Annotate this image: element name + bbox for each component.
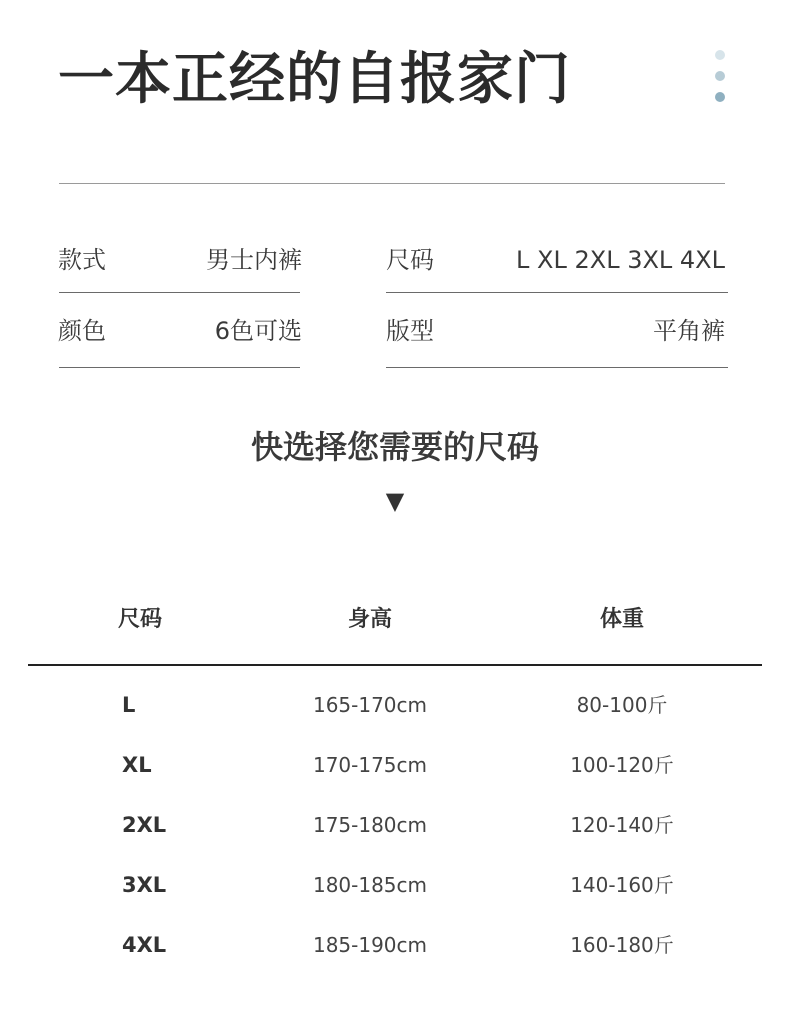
row-size: 3XL (122, 873, 167, 897)
spec-color-label: 颜色 (58, 317, 106, 345)
table-header-weight: 体重 (599, 607, 644, 632)
row-size: 4XL (122, 933, 167, 957)
spec-size-label: 尺码 (386, 246, 434, 274)
row-size: 2XL (122, 813, 167, 837)
spec-divider (59, 292, 300, 293)
size-selection-heading: 快选择您需要的尺码 (250, 428, 539, 466)
table-row (0, 865, 790, 925)
row-height: 165-170cm (312, 693, 428, 717)
spec-fit-value: 平角裤 (653, 317, 725, 345)
table-row (0, 805, 790, 865)
spec-style-value: 男士内裤 (206, 246, 302, 274)
dot-dark (715, 92, 725, 102)
row-weight: 160-180斤 (570, 933, 674, 957)
table-row (0, 745, 790, 805)
row-size: XL (122, 753, 152, 777)
dot-medium (715, 71, 725, 81)
row-weight: 100-120斤 (570, 753, 674, 777)
table-row (0, 685, 790, 745)
spec-divider (59, 367, 300, 368)
spec-style-label: 款式 (58, 246, 106, 274)
spec-size (386, 240, 725, 280)
spec-style (58, 240, 302, 280)
spec-fit-label: 版型 (386, 317, 434, 345)
page-title: 一本正经的自报家门 (58, 47, 571, 112)
table-header-height: 身高 (347, 607, 392, 632)
row-height: 170-175cm (312, 753, 428, 777)
spec-divider (386, 292, 728, 293)
spec-fit (386, 311, 725, 351)
row-height: 180-185cm (312, 873, 428, 897)
title-divider (59, 183, 725, 184)
row-weight: 120-140斤 (570, 813, 674, 837)
row-height: 185-190cm (312, 933, 428, 957)
dot-light (715, 50, 725, 60)
row-size: L (122, 693, 136, 717)
table-row (0, 925, 790, 985)
spec-size-value: L XL 2XL 3XL 4XL (516, 246, 725, 274)
more-icon (713, 50, 727, 110)
spec-color-value: 6色可选 (214, 317, 302, 345)
table-header-divider (28, 664, 762, 666)
row-weight: 80-100斤 (576, 693, 668, 717)
row-weight: 140-160斤 (570, 873, 674, 897)
spec-color (58, 311, 302, 351)
size-table-body (0, 685, 790, 985)
arrow-down-icon: ▼ (385, 487, 405, 515)
row-height: 175-180cm (312, 813, 428, 837)
table-header-size: 尺码 (117, 607, 162, 632)
spec-divider (386, 367, 728, 368)
